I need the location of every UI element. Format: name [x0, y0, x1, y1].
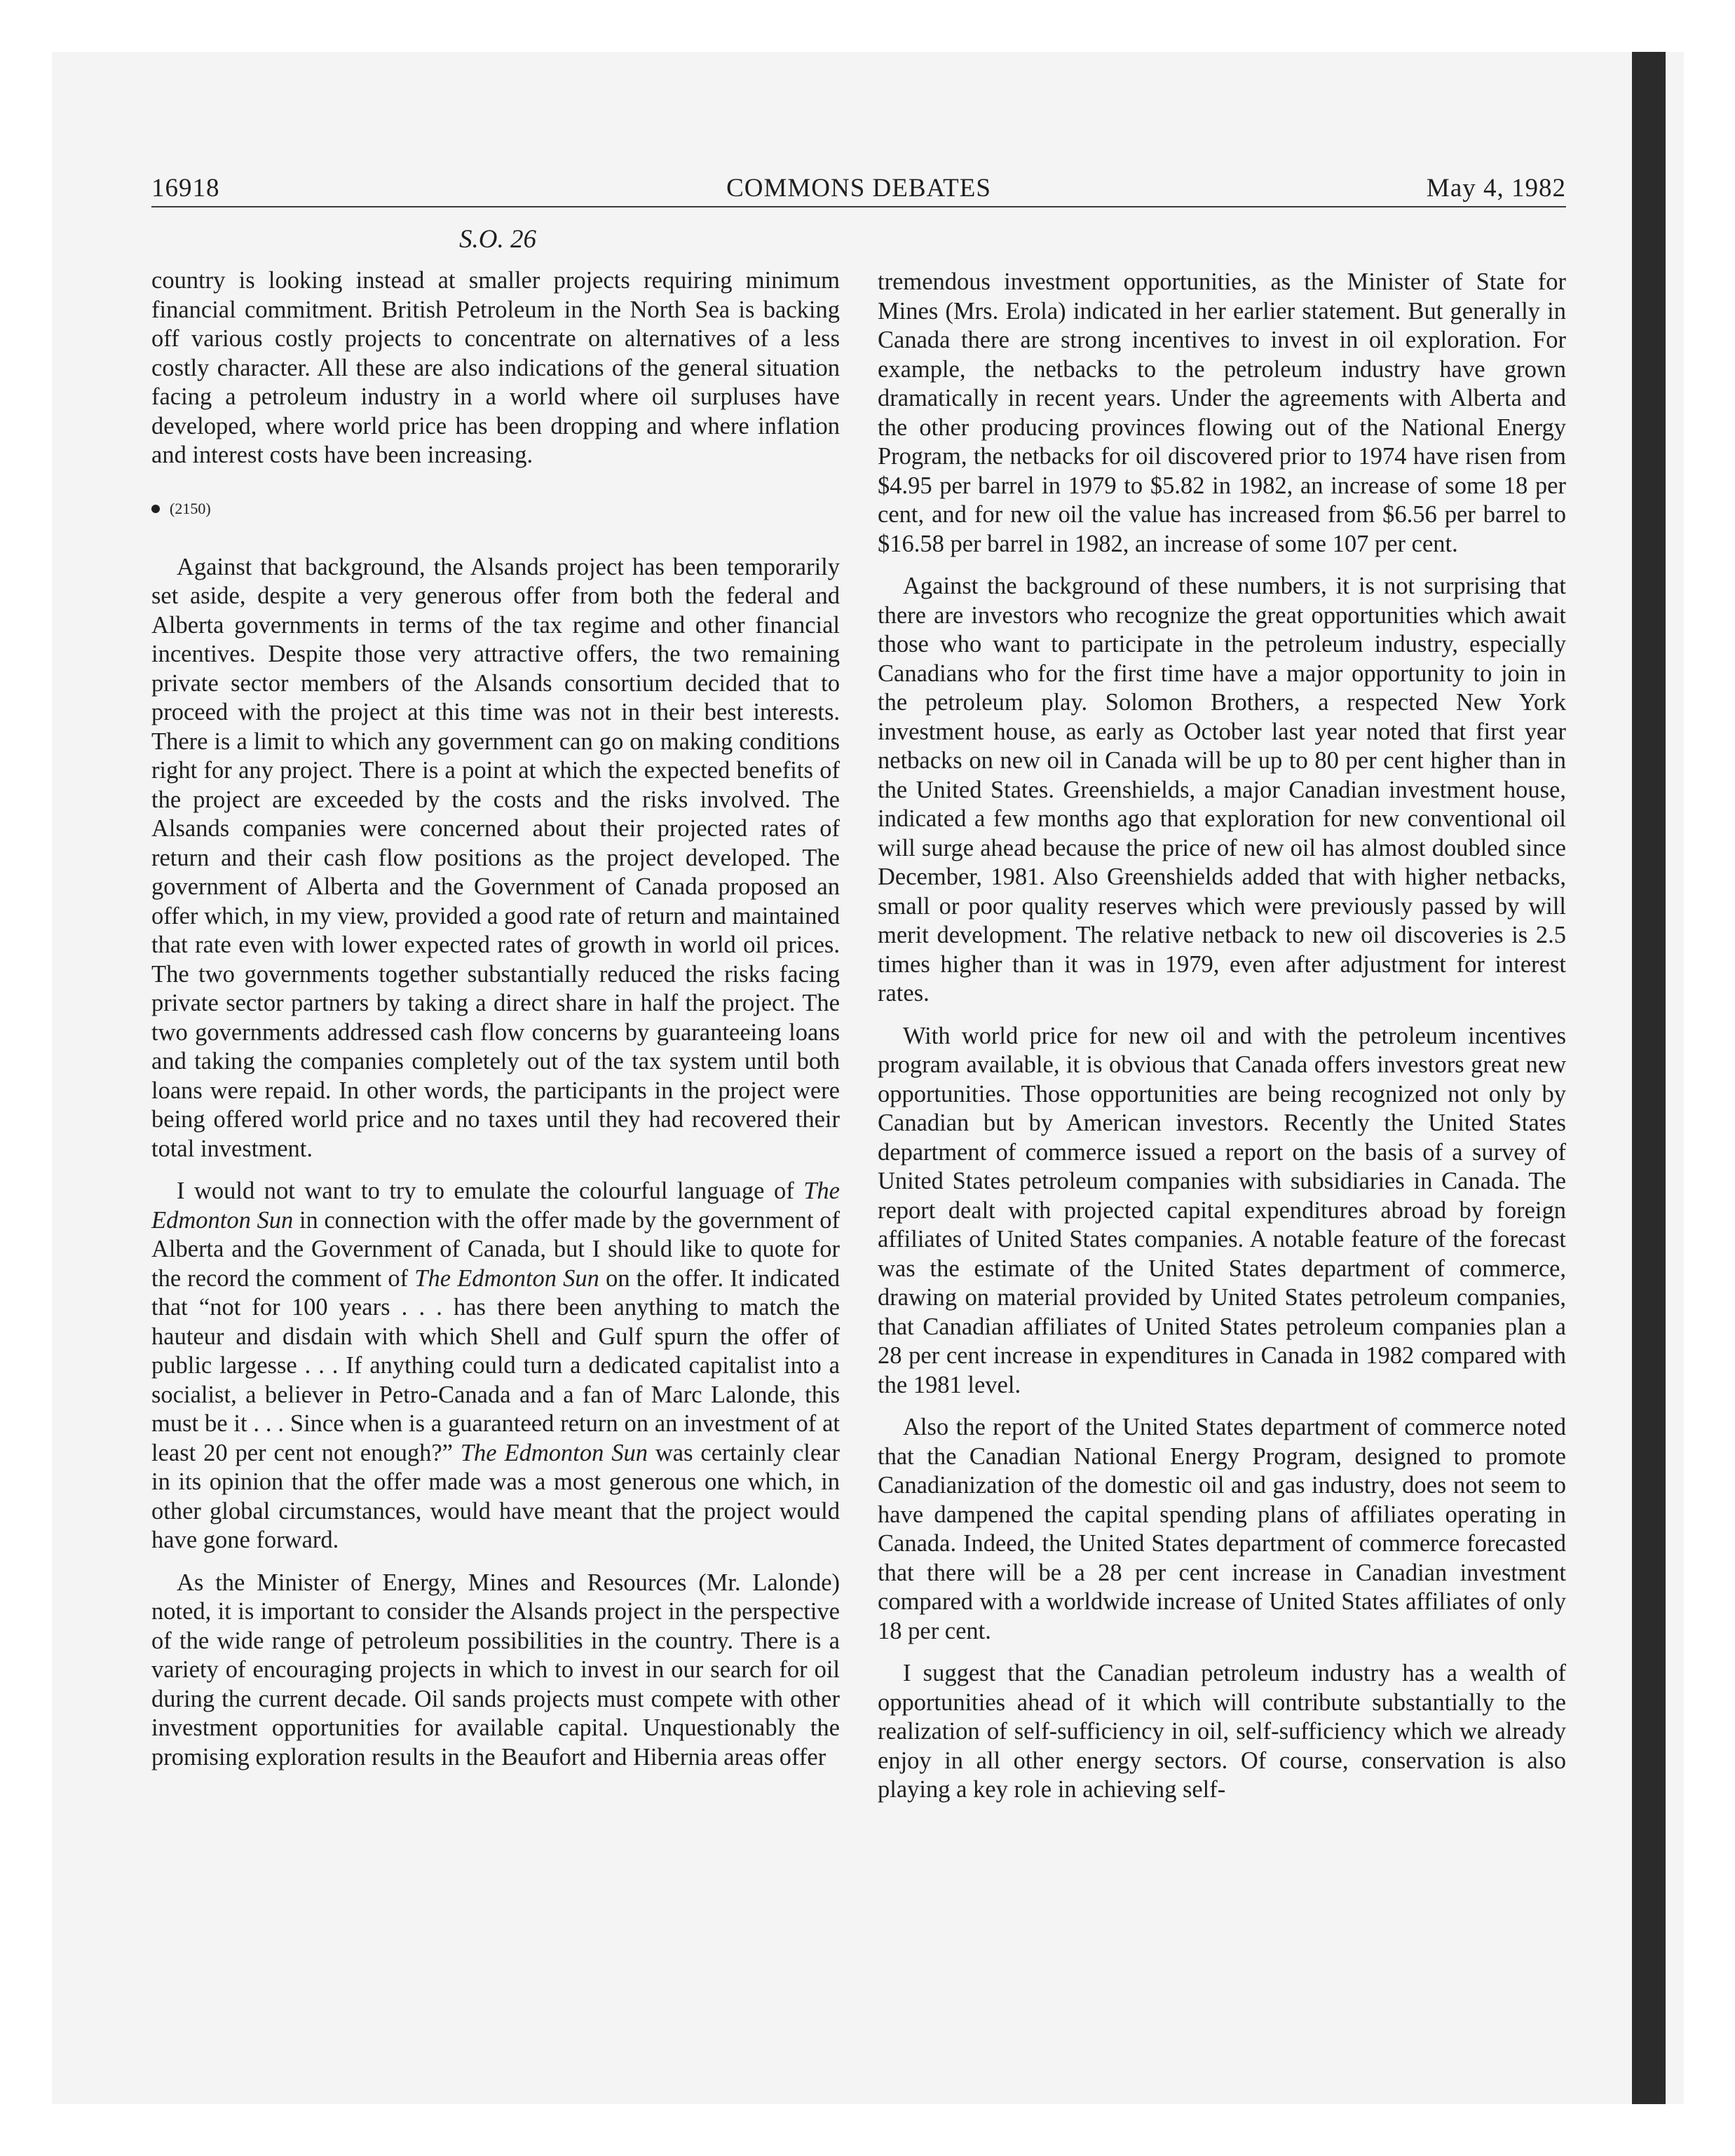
right-column	[878, 268, 1566, 1818]
publication-title: COMMONS DEBATES	[726, 174, 991, 203]
scan-edge-bar	[1632, 52, 1666, 2104]
page-header	[151, 171, 1566, 206]
bullet-icon	[151, 505, 160, 513]
header-rule	[151, 206, 1566, 207]
issue-date: May 4, 1982	[1426, 174, 1566, 203]
time-marker	[151, 498, 840, 519]
paragraph: With world price for new oil and with the petroleum incentives program available, it is obvious that Canada offers investors great new opportunities. Those opportunities are being recognized not only by Canadian but by American investors. Recently the United States department of commerce issued a report on the basis of a survey of United States petroleum companies with subsidiaries in Canada. The report dealt with projected capital expenditures abroad by foreign affiliates of United States companies. A notable feature of the forecast was the estimate of the United States department of commerce, drawing on material provided by United States petroleum companies, that Canadian affiliates of United States petroleum companies plan a 28 per cent increase in expenditures in Canada in 1982 compared with the 1981 level.	[878, 1022, 1566, 1398]
paragraph: Against that background, the Alsands project has been temporarily set aside, despite a very generous offer from both the federal and Alberta governments in terms of the tax regime and other financial incentives. Despite those very attractive offers, the two remaining private sector members of the Alsands consortium decided that to proceed with the project at this time was not in their best interests. There is a limit to which any government can go on making conditions right for any project. There is a point at which the expected benefits of the project are exceeded by the costs and the risks involved. The Alsands companies were concerned about their projected rates of return and their cash flow positions as the project developed. The government of Alberta and the Government of Canada proposed an offer which, in my view, provided a good rate of return and maintained that rate even with lower expected rates of growth in world oil prices. The two governments together substantially reduced the risks facing private sector partners by taking a direct share in half the project. The two governments addressed cash flow concerns by guaranteeing loans and taking the companies completely out of the tax system until both loans were repaid. In other words, the participants in the project were being offered world price and no taxes until they had recovered their total investment.	[151, 553, 840, 1162]
paragraph: As the Minister of Energy, Mines and Resources (Mr. Lalonde) noted, it is important to consider the Alsands project in the perspective of the wide range of petroleum possibilities in the country. There is a variety of encouraging projects in which to invest in our search for oil during the current decade. Oil sands projects must compete with other investment opportunities for available capital. Unquestionably the promising exploration results in the Beaufort and Hibernia areas offer	[151, 1569, 840, 1770]
paragraph: country is looking instead at smaller projects requiring minimum financial commitment. British Petroleum in the North Sea is backing off various costly projects to concentrate on alternatives of a less costly character. All these are also indications of the general situation facing a petroleum industry in a world where oil surpluses have developed, where world price has been dropping and where inflation and interest costs have been increasing.	[151, 267, 840, 468]
paragraph: I would not want to try to emulate the colourful language of The Edmonton Sun in connection with the offer made by the government of Alberta and the Government of Canada, but I should like to quote for the record the comment of The Edmonton Sun on the offer. It indicated that “not for 100 years . . . has there been anything to match the hauteur and disdain with which Shell and Gulf spurn the offer of public largesse . . . If anything could turn a dedicated capitalist into a socialist, a believer in Petro-Canada and a fan of Marc Lalonde, this must be it . . . Since when is a guaranteed return on an investment of at least 20 per cent not enough?” The Edmonton Sun was certainly clear in its opinion that the offer made was a most generous one which, in other global circumstances, would have meant that the project would have gone forward.	[151, 1178, 841, 1553]
paragraph: Against the background of these numbers, it is not surprising that there are investors who recognize the great opportunities which await those who want to participate in the petroleum industry, especially Canadians who for the first time have a major opportunity to join in the petroleum play. Solomon Brothers, a respected New York investment house, as early as October last year noted that first year netbacks on new oil in Canada will be up to 80 per cent higher than in the United States. Greenshields, a major Canadian investment house, indicated a few months ago that exploration for new conventional oil will surge ahead because the price of new oil has almost doubled since December, 1981. Also Greenshields added that with higher netbacks, small or poor quality reserves which were previously passed by will merit development. The relative netback to new oil discoveries is 2.5 times higher than it was in 1979, even after adjustment for interest rates.	[878, 573, 1566, 1007]
paragraph: tremendous investment opportunities, as the Minister of State for Mines (Mrs. Erola) indicated in her earlier statement. But generally in Canada there are strong incentives to invest in oil exploration. For example, the netbacks to the petroleum industry have grown dramatically in recent years. Under the agreements with Alberta and the other producing provinces flowing out of the National Energy Program, the netbacks for oil discovered prior to 1974 have risen from $4.95 per barrel in 1979 to $5.82 in 1982, an increase of some 18 per cent, and for new oil the value has increased from $6.56 per barrel to $16.58 per barrel in 1982, an increase of some 107 per cent.	[878, 268, 1566, 557]
left-column	[151, 266, 840, 1785]
section-label: S.O. 26	[459, 225, 536, 254]
time-marker-label: (2150)	[170, 499, 211, 517]
paragraph: Also the report of the United States department of commerce noted that the Canadian National Energy Program, designed to promote Canadianization of the domestic oil and gas industry, does not seem to have dampened the capital spending plans of affiliates operating in Canada. Indeed, the United States department of commerce forecasted that there will be a 28 per cent increase in Canadian investment compared with a worldwide increase of United States affiliates of only 18 per cent.	[878, 1414, 1566, 1644]
paragraph: I suggest that the Canadian petroleum industry has a wealth of opportunities ahead of it which will contribute substantially to the realization of self-sufficiency in oil, self-sufficiency which we already enjoy in all other energy sectors. Of course, conservation is also playing a key role in achieving self-	[878, 1660, 1566, 1803]
page-number: 16918	[151, 174, 220, 203]
